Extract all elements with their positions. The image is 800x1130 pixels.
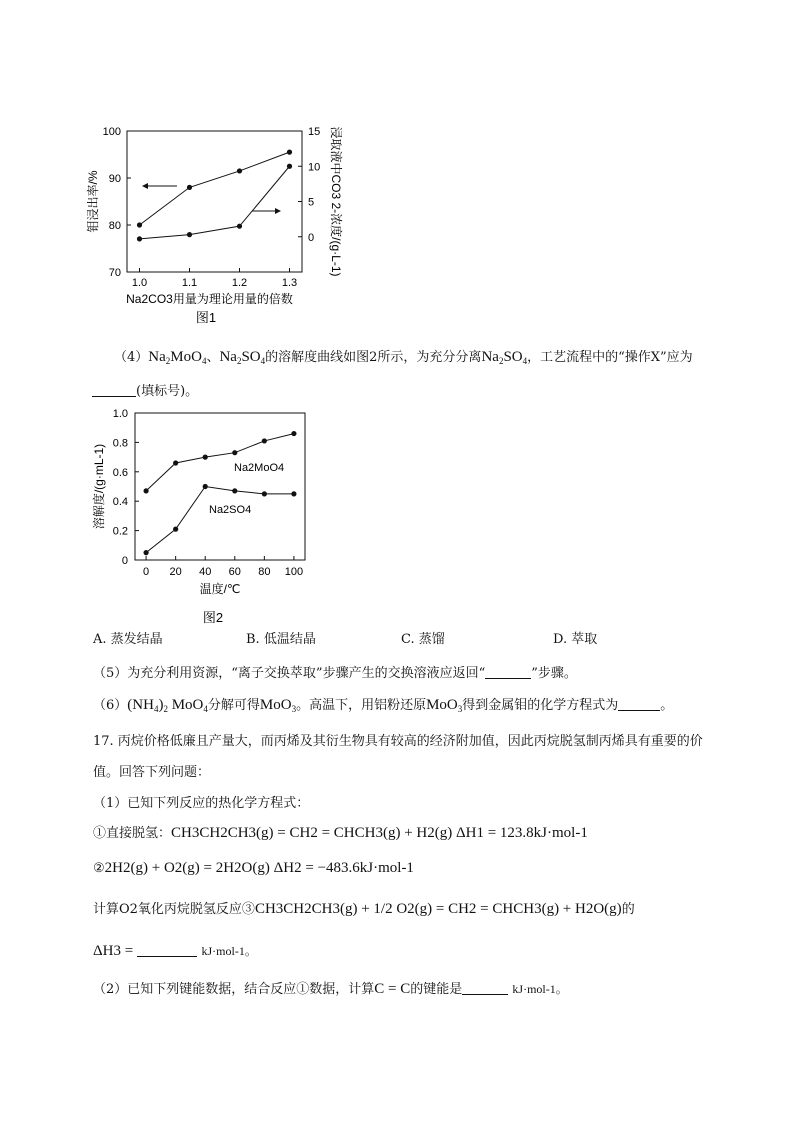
y-tick-label: 0.4 [112,496,128,509]
question-5: （5）为充分利用资源，“离子交换萃取”步骤产生的交换溶液应返回“ ”步骤。 [93,666,577,681]
data-point-s1 [187,185,192,190]
data-point-s2 [287,164,292,169]
x-tick-label: 100 [284,566,304,578]
y-right-tick-label: 15 [308,126,321,138]
y-tick-label: 0.6 [112,466,128,479]
y-left-tick-label: 100 [102,126,121,138]
data-point-s1 [143,488,148,493]
x-axis-label: Na2CO3用量为理论用量的倍数 [126,292,293,306]
x-axis-label: 温度/℃ [199,582,241,596]
series-label-na2so4: Na2SO4 [209,504,252,516]
data-point-s2 [203,484,208,489]
answer-blank[interactable] [137,944,197,957]
question-17-sub-2: （2）已知下列键能数据，结合反应①数据，计算C = C的键能是 kJ·mol-1。 [93,981,568,997]
data-point-s2 [232,488,237,493]
x-tick-label: 1.1 [181,277,198,289]
series-line-2 [140,166,290,239]
y-right-tick-label: 5 [308,196,315,209]
data-point-s2 [262,491,267,496]
question-6: $(6)(NH_4)_2$ MoO$_4$分解可得MoO$_3$。高温下，用铝粉还原MoO$_3$得到金属钼的化学方程式为 。 [93,697,674,714]
y-tick-label: 0 [121,555,128,567]
data-point-s1 [173,460,178,465]
data-point-s2 [291,491,296,496]
answer-blank[interactable] [485,666,531,679]
plot-frame [135,413,305,560]
data-point-s2 [237,224,242,229]
y-right-axis-label: 浸取液中CO3 2-浓度/(g·L-1) [329,126,343,277]
option-a[interactable]: A. 蒸发结晶 [93,632,163,647]
question-4-line-2: (填标号)。 [92,380,198,399]
option-d[interactable]: D. 萃取 [553,632,598,647]
figure-2-plot [91,408,305,596]
option-b[interactable]: B. 低温结晶 [246,632,316,647]
y-left-tick-label: 70 [108,267,121,279]
data-point-s2 [137,236,142,241]
plot-frame [127,131,302,272]
answer-blank[interactable] [462,982,508,995]
equation-3: 计算O2氧化丙烷脱氢反应③CH3CH2CH3(g) + 1/2 O2(g) = CH2 = CHCH3(g) + H2O(g)的 [93,901,635,917]
x-tick-label: 0 [143,566,150,578]
delta-h3-line: ΔH3 = kJ·mol-1。 [93,943,257,959]
answer-blank[interactable] [618,698,660,711]
y-right-tick-label: 10 [308,161,321,174]
figure-1-caption: 图1 [195,310,217,325]
x-tick-label: 1.2 [231,277,248,289]
y-tick-label: 1.0 [112,408,128,420]
data-point-s1 [287,150,292,155]
question-4-line-1: $(4)Na_2MoO_4$、$Na_2SO_4$的溶解度曲线如图2所示，为充分分离$Na_2SO_4$，工艺流程中的“操作X”应为 [114,349,693,366]
y-right-tick-label: 0 [308,231,315,244]
x-tick-label: 1.3 [281,277,298,289]
data-point-s1 [291,431,296,436]
series-line-2 [146,487,294,553]
x-tick-label: 40 [199,566,212,578]
question-17-line-1: 17. 丙烷价格低廉且产量大，而丙烯及其衍生物具有较高的经济附加值，因此丙烷脱氢制丙烯具有重要的价 [93,734,703,749]
y-left-tick-label: 80 [108,220,121,232]
y-tick-label: 0.2 [112,525,128,538]
data-point-s1 [203,455,208,460]
figure-2-chart [85,400,325,630]
series-label-na2moo4: Na2MoO4 [234,462,285,474]
y-left-tick-label: 90 [108,173,121,185]
x-tick-label: 60 [228,566,241,578]
data-point-s1 [237,168,242,173]
y-axis-label: 溶解度/(g·mL-1) [92,443,106,530]
option-c[interactable]: C. 蒸馏 [401,632,445,647]
figure-1-plot [85,126,344,306]
data-point-s2 [187,232,192,237]
arrow-head [142,183,148,189]
x-tick-label: 20 [169,566,182,578]
equation-2: ②2H2(g) + O2(g) = 2H2O(g) ΔH2 = −483.6kJ·mol-1 [93,860,414,876]
data-point-s2 [173,527,178,532]
figure-2-caption: 图2 [202,610,224,625]
x-tick-label: 1.0 [131,277,148,289]
data-point-s2 [143,550,148,555]
question-17-line-2: 值。回答下列问题： [93,765,211,780]
figure-1-chart [80,110,370,330]
answer-blank[interactable] [92,384,136,397]
x-tick-label: 80 [258,566,271,578]
data-point-s1 [262,438,267,443]
data-point-s1 [137,222,142,227]
equation-1: ①直接脱氢：CH3CH2CH3(g) = CH2 = CHCH3(g) + H2(g) ΔH1 = 123.8kJ·mol-1 [93,825,588,841]
arrow-head [275,208,281,214]
y-tick-label: 0.8 [112,437,128,450]
y-left-axis-label: 钼浸出率/% [86,170,100,233]
question-17-sub-1: （1）已知下列反应的热化学方程式： [93,796,310,811]
series-line-1 [140,152,290,225]
data-point-s1 [232,450,237,455]
